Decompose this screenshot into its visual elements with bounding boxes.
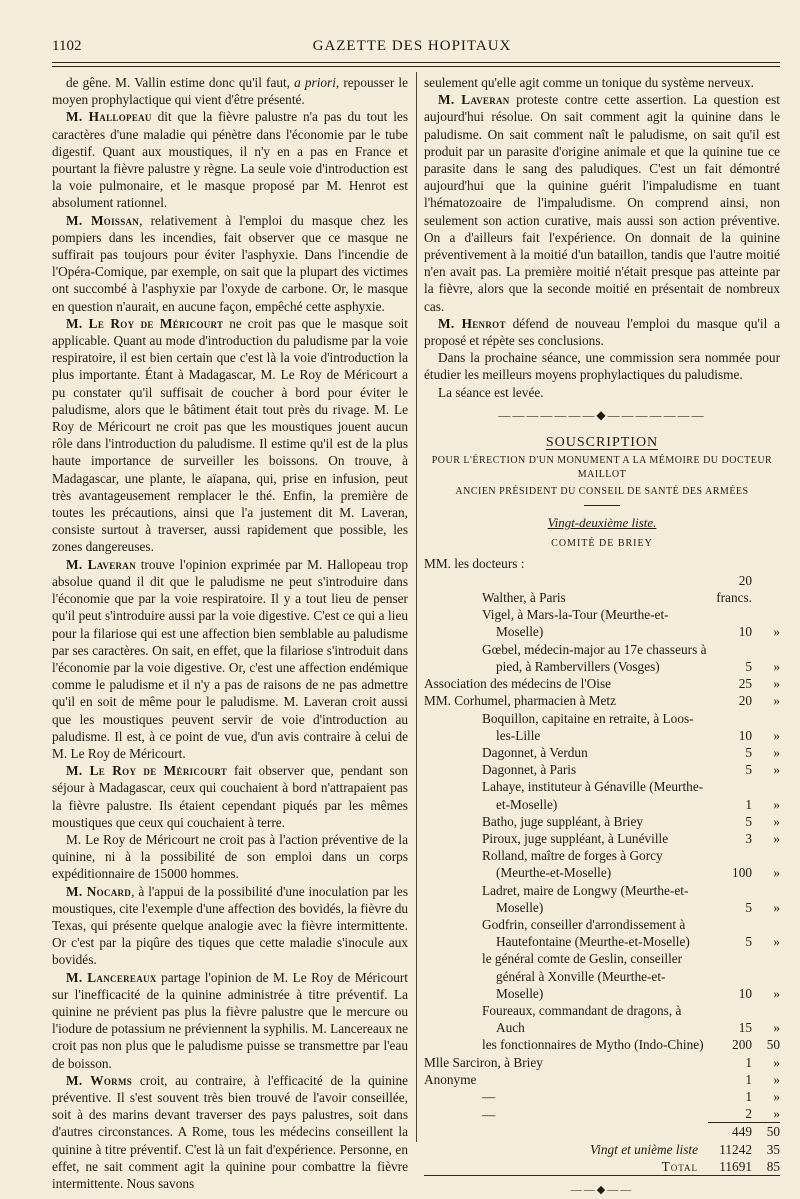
subscription-line2: ANCIEN PRÉSIDENT DU CONSEIL DE SANTÉ DES ARMÉES xyxy=(455,486,749,498)
amount-francs: 15 xyxy=(738,1020,752,1036)
subscriber-name: Foureaux, commandant de dragons, à Auch xyxy=(482,1002,682,1036)
amount-francs: 5 xyxy=(745,934,752,950)
sum-spacer xyxy=(424,1123,708,1141)
amount-cents: » xyxy=(773,658,780,674)
subscription-line1: POUR L'ÉRECTION D'UN MONUMENT A LA MÉMOIRE DU DOCTEUR MAILLOT xyxy=(431,455,773,481)
speaker-name: M. Henrot xyxy=(438,315,506,331)
subscriber-name: Gœbel, médecin-major au 17e chasseurs à pied, à Rambervillers (Vosges) xyxy=(482,641,707,674)
amount-francs: 1 xyxy=(745,1071,752,1087)
subscription-title: SOUSCRIPTION xyxy=(545,435,659,451)
subscription-row xyxy=(424,813,780,830)
paragraph xyxy=(52,556,408,762)
section-ornament: ———————◆——————— xyxy=(498,407,706,422)
amount-cents: » xyxy=(773,1088,780,1104)
subscription-row xyxy=(424,1105,780,1123)
subscriber-name: les fonctionnaires de Mytho (Indo-Chine) xyxy=(482,1037,704,1053)
subscriber-name: MM. Corhumel, pharmacien à Metz xyxy=(424,693,617,709)
page-number: 1102 xyxy=(52,38,82,54)
subscriber-name: Vigel, à Mars-la-Tour (Meurthe-et-Moselle) xyxy=(482,607,669,640)
subscription-row xyxy=(424,744,780,761)
amount-cents: » xyxy=(773,1071,780,1087)
speaker-name: M. Laveran xyxy=(438,92,510,108)
speaker-name: M. Worms xyxy=(66,1072,133,1088)
amount-cents: » xyxy=(773,813,780,829)
subscriber-name: Association des médecins de l'Oise xyxy=(424,676,612,692)
short-rule xyxy=(584,505,620,506)
amount-cents: » xyxy=(773,1020,780,1036)
paragraph xyxy=(52,212,408,315)
amount-cents: » xyxy=(773,934,780,950)
paragraph-text: seulement qu'elle agit comme un tonique du système nerveux. xyxy=(424,75,754,90)
subscriber-name: Walther, à Paris xyxy=(482,590,566,606)
subscriber-name: Dagonnet, à Verdun xyxy=(482,744,588,760)
amount-cents: » xyxy=(773,865,780,881)
paragraph xyxy=(52,315,408,556)
italic-text: a priori xyxy=(294,75,336,90)
subscriber-name: Piroux, juge suppléant, à Lunéville xyxy=(482,830,669,846)
paragraph-text-rest: , repousser le moyen prophylactique qui vient d'être présenté. xyxy=(52,75,409,108)
sum-row xyxy=(424,1123,780,1141)
paragraph xyxy=(52,108,408,211)
amount-francs: 1 xyxy=(745,796,752,812)
amount-cents: » xyxy=(773,744,780,760)
amount-francs: 5 xyxy=(745,813,752,829)
amount-cents: » xyxy=(773,624,780,640)
amount-cents: » xyxy=(773,762,780,778)
speaker-name: M. Le Roy de Méricourt xyxy=(66,315,224,331)
previous-list-row xyxy=(424,1141,780,1158)
subscriber-name: Rolland, maître de forges à Gorcy (Meurthe-et-Moselle) xyxy=(482,848,663,881)
amount-francs: 3 xyxy=(745,830,752,846)
amount-francs: 20 xyxy=(738,693,752,709)
amount-francs: 20 francs. xyxy=(716,572,752,606)
subscription-row xyxy=(424,1054,780,1071)
amount-francs: 10 xyxy=(738,985,752,1001)
subscription-row xyxy=(424,692,780,709)
total-label: Total xyxy=(424,1158,708,1176)
subscriber-name: Anonyme xyxy=(424,1071,477,1087)
paragraph-text: , à l'appui de la possibilité d'une inoculation par les moustiques, cite l'exemple d'une affection des bovidés, la fièvre du Texas, qui présente quelque analogie avec la fièvre intermittente. Or c'est par la piqûre des tiques que cette maladie s'inocule aux bovidés. xyxy=(52,883,408,968)
subscriber-name: — xyxy=(482,1088,496,1104)
subscription-row xyxy=(424,1036,780,1053)
left-column xyxy=(52,74,408,1192)
subscriber-name: Mlle Sarciron, à Briey xyxy=(424,1054,543,1070)
speaker-name: M. Moissan xyxy=(66,212,140,228)
amount-francs: 1 xyxy=(745,1054,752,1070)
amount-francs: 5 xyxy=(745,658,752,674)
paragraph-text: M. Le Roy de Méricourt ne croit pas à l'action préventive de la quinine, ni à la possibilité de son emploi dans un corps expéditionnaire de 15000 hommes. xyxy=(52,831,408,882)
paragraph-text: La séance est levée. xyxy=(438,384,544,400)
amount-cents: » xyxy=(773,899,780,915)
subscriber-name: le général comte de Geslin, conseiller général à Xonville (Meurthe-et-Moselle) xyxy=(482,951,683,1001)
amount-cents: » xyxy=(773,830,780,846)
comite-title: COMITÉ DE BRIEY xyxy=(551,538,653,550)
paragraph xyxy=(424,315,780,349)
subscriber-name: Godfrin, conseiller d'arrondissement à Hautefontaine (Meurthe-et-Moselle) xyxy=(482,916,690,950)
paragraph-text: dit que la fièvre palustre n'a pas du tout les caractères d'une maladie qui pénètre dans l'économie par le tube digestif. Quant aux moustiques, il n'y en a pas en France et pourtant la fièvre palustre y règne. La seule voie d'introduction est la voie pulmonaire, et le masque proposé par M. Henrot est absolument rationnel. xyxy=(52,109,408,211)
amount-francs: 100 xyxy=(732,865,752,881)
amount-francs: 2 xyxy=(745,1106,752,1122)
header-rule-thin xyxy=(52,66,780,67)
total-francs: 11691 xyxy=(708,1158,752,1176)
paragraph-text: de gêne. M. Vallin estime donc qu'il faut, xyxy=(66,75,295,90)
sum-cents: 50 xyxy=(752,1123,780,1141)
paragraph xyxy=(52,762,408,831)
subscription-row xyxy=(424,641,780,675)
subscription-row xyxy=(424,916,780,950)
paragraph-text: fait observer que, pendant son séjour à Madagascar, ceux qui couchaient à bord n'attrapaient pas la fièvre palustre. Ils étaient cependant piqués par les mêmes moustiques que ceux qui couchaient à terre. xyxy=(52,763,408,830)
paragraph xyxy=(52,969,408,1072)
subscriber-name: — xyxy=(482,1106,496,1122)
subscription-row xyxy=(424,830,780,847)
right-column xyxy=(424,74,780,1199)
amount-francs: 10 xyxy=(738,727,752,743)
subscription-row xyxy=(424,675,780,692)
subscriber-name: Lahaye, instituteur à Génaville (Meurthe-et-Moselle) xyxy=(482,779,704,812)
paragraph-text: ne croit pas que le masque soit applicable. Quant au mode d'introduction du paludisme par la voie respiratoire, il est bien certain que c'est là la voie d'introduction la plus importante. Étant à Madagascar, M. Le Roy de Méricourt a pu constater qu'il suffisait de coucher à bord pour éviter le paludisme, alors que le bâtiment était tout près du rivage. M. Le Roy de Méricourt ne croit pas que les moustiques jouent aucun rôle dans l'introduction du paludisme. Il estime qu'il est de la plus haute importance de surveiller les boissons. On trouve, à Madagascar, une plante, le aïapana, qui, prise en infusion, peut très avantageusement remplacer le thé. Enfin, la première de toutes les précautions, ainsi que l'a justement dit M. Laveran, consiste surtout à traverser, aussi rapidement que possible, les zones dangereuses. xyxy=(52,315,408,555)
speaker-name: M. Nocard xyxy=(66,883,132,899)
paragraph xyxy=(52,883,408,969)
subscription-table xyxy=(424,572,780,1176)
paragraph xyxy=(52,74,408,108)
paragraph-text: trouve l'opinion exprimée par M. Hallopeau trop absolue quand il dit que le paludisme ne peut s'introduire dans l'économie que par la voie respiratoire. Il y a tout lieu de penser qu'il peut s'introduire aussi par la voie digestive. C'est ce qui a lieu pour la filariose qui est une affection bien semblable au paludisme par ses caractères. On sait, en effet, que la filariose s'introduit dans l'économie par la voie digestive. Or, c'est une affection endémique comme le paludisme et il n'y a pas de raisons de ne pas admettre qu'il en soit de même pour le paludisme. M. Laveran croit aussi que les moustiques peuvent servir de voie d'introduction au paludisme. Il est, à ce point de vue, d'un avis contraire à celui de M. Le Roy de Méricourt. xyxy=(52,556,408,761)
previous-cents: 35 xyxy=(766,1141,780,1157)
paragraph xyxy=(424,384,780,401)
subscriber-name: Batho, juge suppléant, à Briey xyxy=(482,813,644,829)
speaker-name: M. Lancereaux xyxy=(66,969,157,985)
paragraph-text: partage l'opinion de M. Le Roy de Méricourt sur l'inefficacité de la quinine administrée à titre préventif. La quinine ne prévient pas plus la fièvre palustre que le mercure ou l'iodure de potassium ne préviennent la syphilis. M. Lancereaux ne croit pas non plus que le paludisme puisse se transmettre par l'eau de boisson. xyxy=(52,969,408,1071)
speaker-name: M. Laveran xyxy=(66,556,136,572)
amount-cents: » xyxy=(773,796,780,812)
subscription-row xyxy=(424,572,780,606)
paragraph-text: Dans la prochaine séance, une commission sera nommée pour étudier les meilleurs moyens prophylactiques du paludisme. xyxy=(424,350,780,383)
previous-label: Vingt et unième liste xyxy=(590,1141,698,1157)
subscription-row xyxy=(424,847,780,881)
subscription-row xyxy=(424,1071,780,1088)
amount-francs: 5 xyxy=(745,744,752,760)
subscription-row xyxy=(424,1002,780,1036)
mm-header: MM. les docteurs : xyxy=(424,555,525,571)
paragraph xyxy=(52,1072,408,1192)
paragraph-text: défend de nouveau l'emploi du masque qu'il a proposé et répète ses conclusions. xyxy=(424,315,780,349)
speaker-name: M. Le Roy de Méricourt xyxy=(66,763,228,779)
sum-francs: 449 xyxy=(708,1123,752,1141)
subscriber-name: Dagonnet, à Paris xyxy=(482,762,577,778)
amount-cents: » xyxy=(773,985,780,1001)
paragraph xyxy=(424,91,780,315)
amount-francs: 200 xyxy=(732,1037,752,1053)
paragraph-text: proteste contre cette assertion. La question est aujourd'hui résolue. On sait comment agit la quinine dans le paludisme. On sait comment naît le paludisme, on sait qu'il est produit par un parasite d'origine animale et que la quinine tue ce parasite dans le sang des paludiques. C'est un fait démontré aujourd'hui que la quinine guérit l'impaludisme en tuant l'hématozoaire de l'impaludisme. On comprend ainsi, non seulement son action curative, mais aussi son action préventive. On a d'ailleurs fait l'expérience. On donnait de la quinine préventivement à la moitié d'un bataillon, tandis que l'autre moitié n'en avait pas. La première moitié n'était presque pas atteinte par la fièvre, alors que la seconde moitié en présentait de nombreux cas. xyxy=(424,92,780,314)
amount-cents: » xyxy=(773,676,780,692)
end-ornament: ——◆—— xyxy=(570,1183,634,1196)
subscriber-name: Boquillon, capitaine en retraite, à Loos-les-Lille xyxy=(482,710,694,743)
amount-cents: » xyxy=(773,727,780,743)
column-separator xyxy=(416,72,417,1142)
amount-francs: 25 xyxy=(738,676,752,692)
header-rule xyxy=(52,62,780,63)
previous-francs: 11242 xyxy=(719,1141,752,1157)
subscription-row xyxy=(424,761,780,778)
page-header xyxy=(52,34,772,60)
subscriber-name: Ladret, maire de Longwy (Meurthe-et-Moselle) xyxy=(482,882,689,915)
amount-francs: 5 xyxy=(745,899,752,915)
paragraph xyxy=(52,831,408,883)
subscription-row xyxy=(424,1088,780,1105)
paragraph xyxy=(424,349,780,383)
amount-cents: » xyxy=(773,693,780,709)
subscription-row xyxy=(424,710,780,744)
subscription-row xyxy=(424,882,780,916)
subscription-row xyxy=(424,778,780,812)
subscription-row xyxy=(424,950,780,1002)
amount-cents: 50 xyxy=(766,1037,780,1053)
amount-cents: » xyxy=(773,1054,780,1070)
subscription-row xyxy=(424,606,780,640)
paragraph-text: , relativement à l'emploi du masque chez les pompiers dans les incendies, fait observer que ce masque ne suffirait pas toujours pour éviter l'asphyxie. Dans l'incendie de l'Opéra-Comique, par exemple, on sait que la plupart des victimes ont succombé à l'asphyxie par l'oxyde de carbone. Or, le masque en question n'aurait, en aucune façon, empêché cette asphyxie. xyxy=(52,212,408,314)
right-paragraphs xyxy=(424,74,780,401)
liste-title: Vingt-deuxième liste. xyxy=(547,515,657,531)
speaker-name: M. Hallopeau xyxy=(66,109,152,125)
journal-title: GAZETTE DES HOPITAUX xyxy=(312,38,512,54)
total-cents: 85 xyxy=(752,1158,780,1176)
paragraph-text: croit, au contraire, à l'efficacité de la quinine préventive. Il s'est souvent très bien trouvé de l'avoir conseillée, soit à des marins devant traverser des pays palustres, soit dans d'autres circonstances. A Rome, tous les médecins conseillent la quinine à titre préventif. C'est là un fait d'expérience. Personne, en effet, ne sait comment agit la quinine pour combattre la fièvre intermittente. Nous savons xyxy=(52,1072,409,1191)
total-row xyxy=(424,1158,780,1176)
amount-francs: 10 xyxy=(738,624,752,640)
amount-francs: 1 xyxy=(745,1088,752,1104)
amount-cents: » xyxy=(773,1106,780,1122)
amount-cents xyxy=(752,572,780,606)
paragraph xyxy=(424,74,780,91)
amount-francs: 5 xyxy=(745,762,752,778)
